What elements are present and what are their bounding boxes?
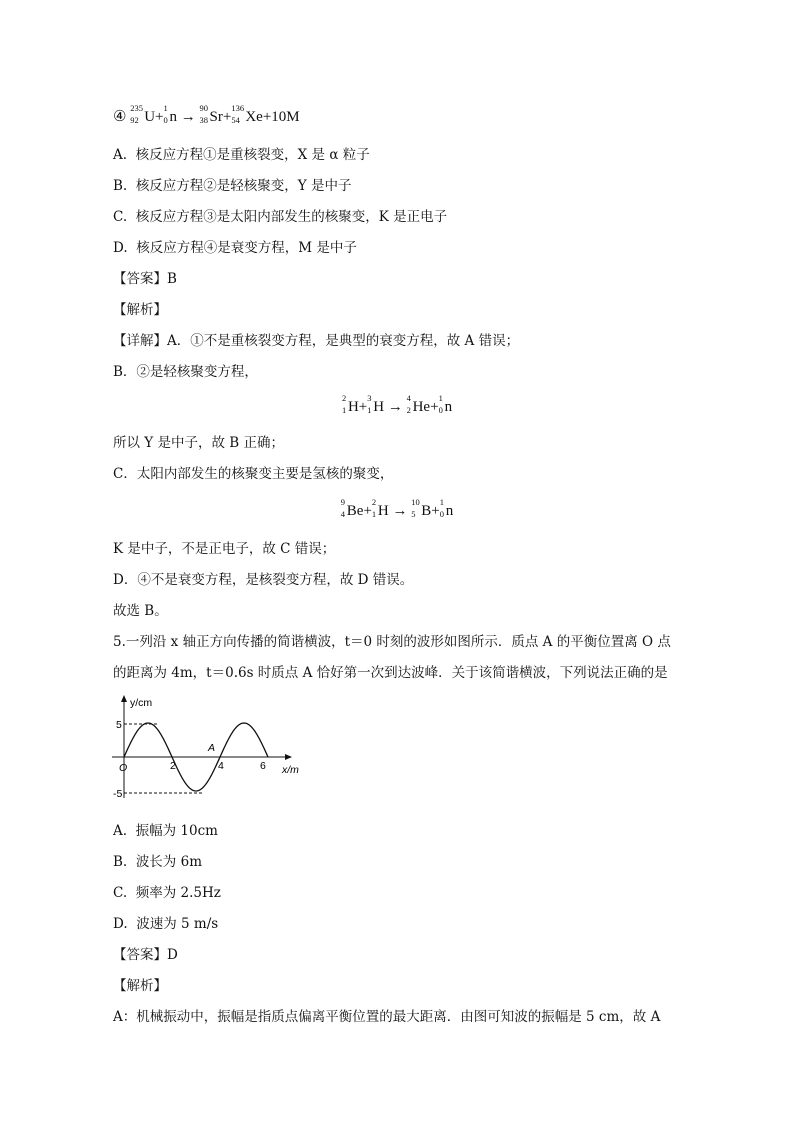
- q4-detail-a: 【详解】A．①不是重核裂变方程，是典型的衰变方程，故 A 错误；: [113, 333, 520, 349]
- x-axis-label: x/m: [282, 764, 299, 776]
- q4-option-c: C. 核反应方程③是太阳内部发生的核聚变，K 是正电子: [113, 209, 448, 225]
- nuclide-neutron: 1 0: [163, 103, 168, 125]
- q4-detail-b2: 所以 Y 是中子，故 B 正确；: [113, 435, 284, 451]
- q4-answer: 【答案】B: [113, 271, 177, 287]
- q4-detail-c2: K 是中子，不是正电子，故 C 错误；: [113, 541, 336, 557]
- x-tick-2: 2: [170, 760, 176, 772]
- equation-b: 2 1 H+ 3 1 H → 4 2 He+ 1 0 n: [341, 393, 453, 415]
- nuclide-h3: 3 1: [367, 393, 372, 415]
- q4-option-d: D. 核反应方程④是衰变方程，M 是中子: [113, 240, 357, 256]
- q5-answer: 【答案】D: [113, 947, 178, 963]
- q4-analysis-heading: 【解析】: [113, 302, 167, 318]
- point-a-label: A: [208, 742, 216, 754]
- q5-stem-line-1: 5.一列沿 x 轴正方向传播的简谐横波，t＝0 时刻的波形如图所示．质点 A 的平衡位置离 O 点: [113, 634, 671, 650]
- y-tick-5: 5: [116, 719, 122, 731]
- nuclide-n1: 1 0: [438, 393, 443, 415]
- q4-detail-d: D．④不是衰变方程，是核裂变方程，故 D 错误。: [113, 572, 414, 588]
- nuclide-xe136: 136 54: [231, 103, 245, 125]
- y-tick-neg5: -5: [113, 788, 123, 800]
- nuclide-u235: 235 92: [130, 103, 143, 125]
- origin-label: O: [119, 762, 128, 774]
- q5-option-a: A. 振幅为 10cm: [113, 823, 218, 839]
- nuclide-he4: 4 2: [406, 393, 411, 415]
- q5-analysis-heading: 【解析】: [113, 978, 167, 994]
- x-tick-4: 4: [218, 760, 224, 772]
- arrow-icon: →: [392, 503, 408, 519]
- q4-conclusion: 故选 B。: [113, 603, 168, 619]
- q5-analysis-text: A：机械振动中，振幅是指质点偏离平衡位置的最大距离．由图可知波的振幅是 5 cm，故 A: [113, 1009, 661, 1025]
- arrow-icon: →: [180, 109, 196, 125]
- x-axis-arrow-icon: [285, 754, 292, 760]
- y-axis-arrow-icon: [121, 695, 127, 702]
- q4-detail-b: B．②是轻核聚变方程，: [113, 364, 258, 380]
- equation-4: ④ 235 92 U+ 1 0 n → 90 38 Sr+ 136 54 Xe+10M: [113, 103, 300, 125]
- q4-option-a: A. 核反应方程①是重核裂变，X 是 α 粒子: [113, 147, 370, 163]
- y-axis-label: y/cm: [130, 697, 153, 709]
- q5-option-b: B. 波长为 6m: [113, 854, 202, 870]
- q4-detail-c: C．太阳内部发生的核聚变主要是氢核的聚变，: [113, 466, 394, 482]
- wave-figure: [110, 695, 310, 805]
- q5-stem-line-2: 的距离为 4m，t＝0.6s 时质点 A 恰好第一次到达波峰．关于该简谐横波，下列说法正确的是: [113, 665, 668, 681]
- nuclide-h2: 2 1: [341, 393, 347, 415]
- equation-4-label: ④: [113, 109, 127, 125]
- equation-c: 9 4 Be+ 2 1 H → 10 5 B+ 1 0 n: [340, 497, 454, 519]
- nuclide-b10: 10 5: [411, 497, 420, 519]
- q5-option-d: D. 波速为 5 m/s: [113, 916, 219, 932]
- nuclide-h2: 2 1: [371, 497, 377, 519]
- q4-option-b: B. 核反应方程②是轻核聚变，Y 是中子: [113, 178, 352, 194]
- q5-option-c: C. 频率为 2.5Hz: [113, 885, 221, 901]
- x-tick-6: 6: [260, 760, 266, 772]
- nuclide-sr90: 90 38: [199, 103, 209, 125]
- nuclide-n1: 1 0: [439, 497, 444, 519]
- nuclide-be9: 9 4: [340, 497, 346, 519]
- arrow-icon: →: [387, 399, 403, 415]
